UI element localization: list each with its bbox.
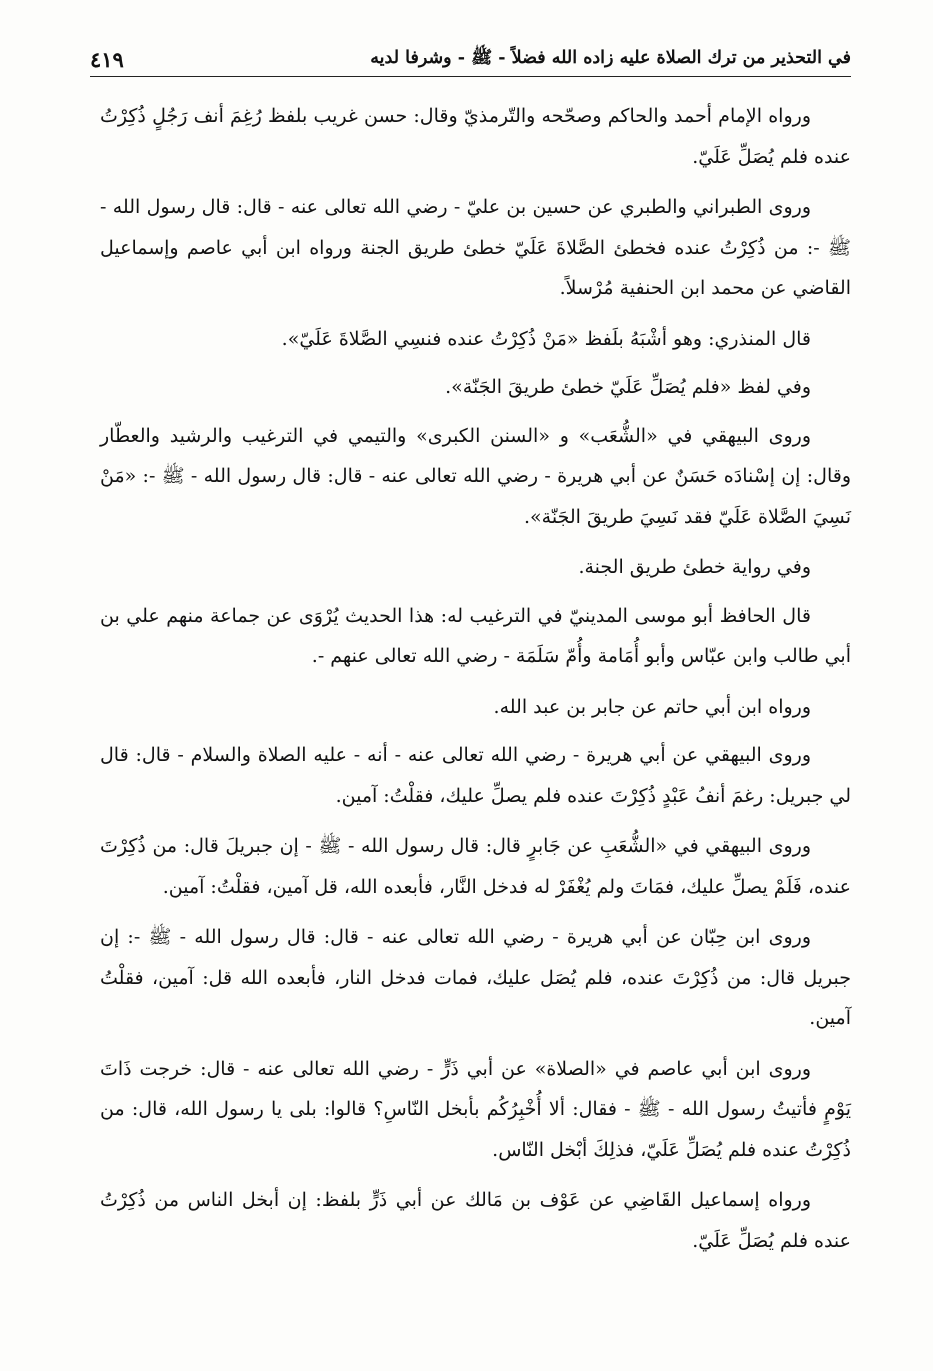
paragraph: وروى ابن حِبّان عن أبي هريرة - رضي الله تعالى عنه - قال: قال رسول الله - ﷺ -: إن جبريل قال: من ذُكِرْتَ عنده، فلم يُصَل عليك، فمات فدخل النار، فأبعده الله قل: آمين، فقلْتُ آمين. <box>100 926 851 1029</box>
paragraph: ورواه إسماعيل القَاضِي عن عَوْف بن مَالك عن أبي ذَرٍّ بلفظ: إن أبخل الناس من ذُكِرْتُ عنده فلم يُصَلِّ عَلَيّ. <box>100 1189 851 1252</box>
paragraph: ورواه الإمام أحمد والحاكم وصحّحه والتّرمذيّ وقال: حسن غريب بلفظ رُغِمَ أنف رَجُلٍ ذُكِرْتُ عنده فلم يُصَلِّ عَلَيّ. <box>100 105 851 168</box>
paragraph: قال المنذري: وهو أشْبَهُ بلَفظ «مَنْ ذُكِرْتُ عنده فنسِي الصَّلاةَ عَلَيّ». <box>281 327 811 350</box>
paragraph: قال الحافظ أبو موسى المدينيّ في الترغيب له: هذا الحديث يُرْوَى عن جماعة منهم علي بن أبي طالب وابن عبّاس وأبو أُمَامة وأُمّ سَلَمَة - رضي الله تعالى عنهم -. <box>100 604 851 667</box>
paragraph: وروى البيهقي في «الشُّعَب» و «السنن الكبرى» والتيمي في الترغيب والرشيد والعطّار وقال: إن إسْنادَه حَسَنٌ عن أبي هريرة - رضي الله تعالى عنه - قال: قال رسول الله - ﷺ -: «مَنْ نَسِيَ الصَّلاة عَلَيّ فقد نَسِيَ طريقَ الجَنّة». <box>100 424 851 528</box>
running-title: في التحذير من ترك الصلاة عليه زاده الله فضلاً - ﷺ - وشرفا لديه <box>370 48 851 68</box>
paragraph: ورواه ابن أبي حاتم عن جابر بن عبد الله. <box>493 695 811 718</box>
page-header <box>90 34 851 77</box>
page-body <box>100 96 851 1271</box>
paragraph: وروى البيهقي في «الشُّعَبِ عن جَابرٍ قال: قال رسول الله - ﷺ - إن جبريلَ قال: من ذُكِرْتَ عنده، فَلَمْ يصلِّ عليك، فمَاتَ ولم يُغْفَرْ له فدخل النَّار، فأبعده الله، قل آمين، فقلْتُ: آمين. <box>100 835 851 898</box>
paragraph: وروى ابن أبي عاصم في «الصلاة» عن أبي ذَرٍّ - رضي الله تعالى عنه - قال: خرجت ذَاتَ يَوْمٍ فأتيتُ رسول الله - ﷺ - فقال: ألا أُخْبِرُكُم بأبخل النّاسِ؟ قالوا: بلى يا رسول الله، قال: من ذُكِرْتُ عنده فلم يُصَلِّ عَلَيّ، فذلِكَ أبْخل النّاس. <box>100 1057 851 1161</box>
paragraph: وفي لفظ «فلم يُصَلِّ عَلَيّ خطئ طريقَ الجَنّة». <box>445 376 811 398</box>
page-number: ٤١٩ <box>90 47 124 72</box>
paragraph: وروى البيهقي عن أبي هريرة - رضي الله تعالى عنه - أنه - عليه الصلاة والسلام - قال: قال لي جبريل: رغمَ أنفُ عَبْدٍ ذُكِرْتَ عنده فلم يصلِّ عليك، فقلْتُ: آمين. <box>100 744 851 807</box>
paragraph: وفي رواية خطئ طريق الجنة. <box>578 556 811 578</box>
paragraph: وروى الطبراني والطبري عن حسين بن عليّ - رضي الله تعالى عنه - قال: قال رسول الله - ﷺ -: من ذُكِرْتُ عنده فخطئ الصَّلاةَ عَلَيّ خطئ طريق الجنة ورواه ابن أبي عاصم وإسماعيل القاضي عن محمد ابن الحنفية مُرْسلاً. <box>100 196 851 299</box>
